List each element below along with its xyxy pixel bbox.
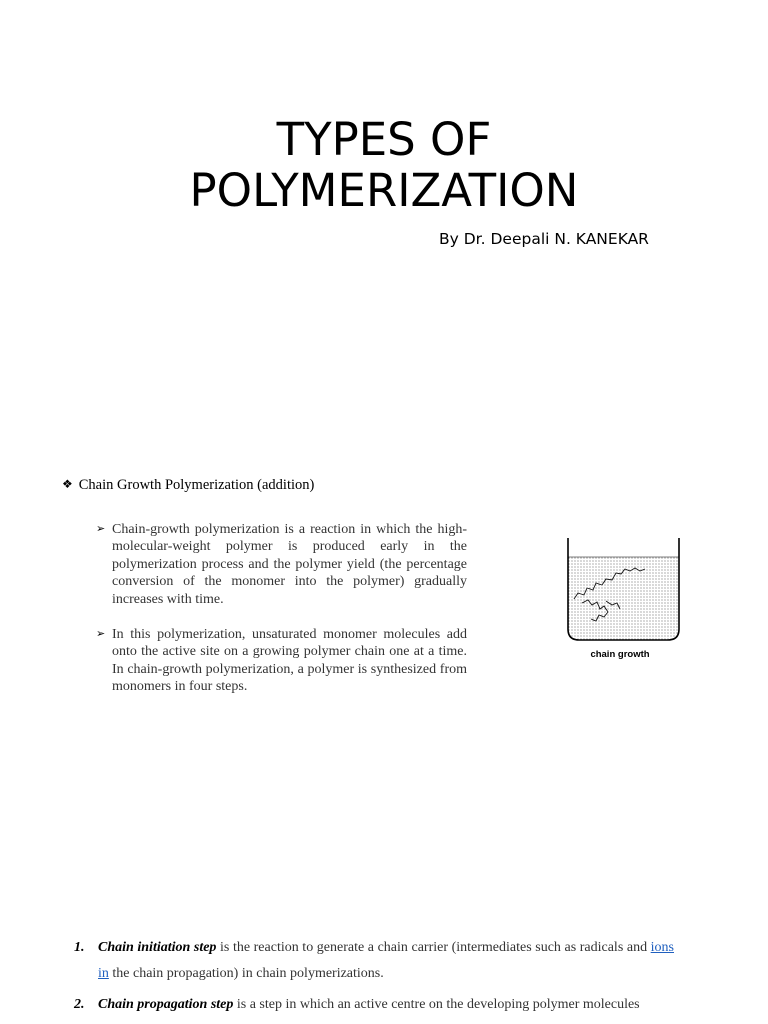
figure-caption: chain growth bbox=[590, 649, 650, 660]
section-heading bbox=[62, 477, 314, 494]
step-text: is the reaction to generate a chain carrier (intermediates such as radicals and bbox=[216, 940, 651, 955]
liquid-fill bbox=[568, 557, 679, 640]
arrow-bullet-icon: ➢ bbox=[96, 523, 106, 535]
diamond-bullet-icon: ❖ bbox=[62, 477, 73, 491]
step-term: Chain propagation step bbox=[98, 997, 234, 1012]
step-text-end: the chain propagation) in chain polymerizations. bbox=[108, 965, 384, 981]
title-line-1: TYPES OF bbox=[276, 113, 492, 166]
bullet-item bbox=[96, 521, 467, 608]
step-number: 2. bbox=[74, 997, 85, 1012]
section-heading-text: Chain Growth Polymerization (addition) bbox=[78, 477, 315, 493]
step-number: 1. bbox=[74, 940, 85, 955]
list-item bbox=[74, 992, 674, 1018]
author-line: By Dr. Deepali N. KANEKAR bbox=[439, 230, 649, 248]
chain-growth-figure bbox=[562, 533, 682, 663]
bullet-text: Chain-growth polymerization is a reaction in which the high-molecular-weight polymer is produced early in the polymerization process and the polymer yield (the percentage conversion of the monomer into the polymer) gradually increases with time. bbox=[112, 522, 467, 607]
list-item bbox=[74, 935, 674, 986]
step-term: Chain initiation step bbox=[98, 940, 217, 955]
bullet-item bbox=[96, 626, 467, 696]
ions-link[interactable]: ions in bbox=[98, 940, 674, 981]
step-text: is a step in which an active centre on the developing polymer molecules bbox=[233, 997, 640, 1012]
beaker-illustration bbox=[562, 533, 682, 663]
document-title bbox=[0, 114, 768, 216]
arrow-bullet-icon: ➢ bbox=[96, 628, 106, 640]
bullet-text: In this polymerization, unsaturated monomer molecules add onto the active site on a growing polymer chain one at a time. In chain-growth polymerization, a polymer is synthesized from monomers in four steps. bbox=[112, 627, 467, 695]
steps-list bbox=[74, 935, 674, 1018]
title-line-2: POLYMERIZATION bbox=[189, 164, 579, 217]
